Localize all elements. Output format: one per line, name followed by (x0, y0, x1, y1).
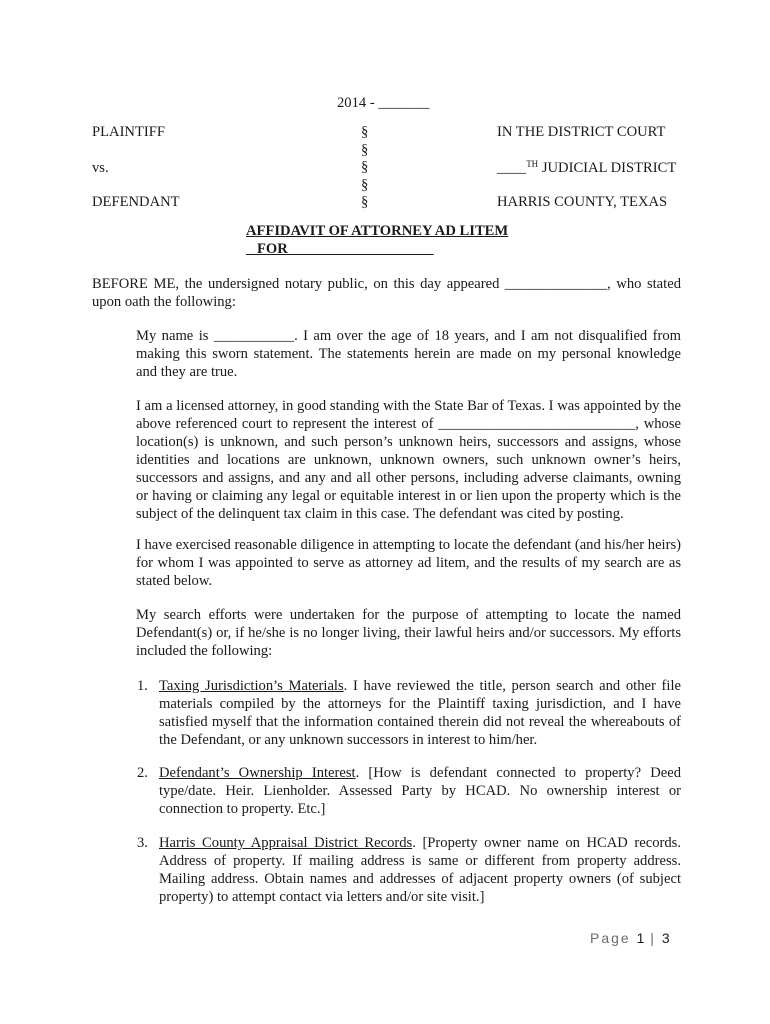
list-item-text: . [Property owner name on HCAD records. Address of property. If mailing address is same or different from property address. Mailing address. Obtain names and addresses of adjacent property owners (of subject property) to attempt contact via letters and/or site visit.] (159, 835, 681, 905)
county-label: HARRIS COUNTY, TEXAS (497, 194, 668, 210)
body-paragraph-search: My search efforts were undertaken for the purpose of attempting to locate the named Defendant(s) or, if he/she is no longer living, their lawful heirs and/or successors. My efforts included the following: (136, 607, 681, 659)
section-symbol: § (361, 177, 369, 193)
page-total: 3 (661, 930, 670, 946)
list-item-heading: Harris County Appraisal District Records (159, 835, 413, 851)
list-item-text: . I have reviewed the title, person search and other file materials compiled by the attorneys for the Plaintiff taxing jurisdiction, and I have satisfied myself that the information contained therein did not reveal the whereabouts of the Defendant, or any unknown successors in interest to him/her. (159, 678, 681, 748)
district-label: JUDICIAL DISTRICT (538, 160, 677, 176)
affidavit-title: AFFIDAVIT OF ATTORNEY AD LITEM (246, 223, 509, 239)
court-label: IN THE DISTRICT COURT (497, 124, 666, 140)
list-item-heading: Taxing Jurisdiction’s Materials (159, 678, 344, 694)
section-symbol: § (361, 194, 369, 210)
list-item-heading: Defendant’s Ownership Interest (159, 765, 356, 781)
district-blank: ____ (497, 160, 527, 176)
intro-paragraph: BEFORE ME, the undersigned notary public, on this day appeared ______________, who stated upon oath the following: (92, 276, 681, 310)
body-paragraph-diligence: I have exercised reasonable diligence in attempting to locate the defendant (and his/her heirs) for whom I was appointed to serve as attorney ad litem, and the results of my search are as stated below. (136, 537, 682, 589)
list-item-number: 2. (137, 765, 148, 781)
list-item-number: 1. (137, 678, 148, 694)
list-item-text: . [How is defendant connected to property? Deed type/date. Heir. Lienholder. Assessed Party by HCAD. No ownership interest or connection to property. Etc.] (159, 765, 681, 817)
judicial-district (497, 159, 676, 177)
defendant-label: DEFENDANT (92, 194, 180, 210)
case-number: 2014 - _______ (337, 95, 430, 111)
vs-label: vs. (92, 160, 109, 176)
list-item-number: 3. (137, 835, 148, 851)
section-symbol: § (361, 124, 369, 140)
affidavit-title-for: FOR (246, 241, 434, 257)
page-separator: | (650, 930, 656, 946)
section-symbol: § (361, 142, 369, 158)
district-superscript: TH (526, 159, 539, 169)
page-word: Page (590, 930, 631, 946)
page-footer (590, 930, 670, 946)
list-item (159, 764, 681, 818)
list-item (159, 834, 681, 906)
section-symbol: § (361, 159, 369, 175)
body-paragraph-license: I am a licensed attorney, in good standing with the State Bar of Texas. I was appointed by the above referenced court to represent the interest of ___________________________, whose location(s) is unknown, and such person’s unknown heirs, successors and assigns, whose identities and locations are unknown, unknown owners, such unknown owner’s heirs, successors and assigns, and any and all other persons, including adverse claimants, owning or having or claiming any legal or equitable interest in or lien upon the property which is the subject of the delinquent tax claim in this case. The defendant was cited by posting. (136, 398, 681, 522)
page-number: 1 (636, 930, 645, 946)
list-item (159, 677, 681, 749)
plaintiff-label: PLAINTIFF (92, 124, 165, 140)
body-paragraph-name: My name is ___________. I am over the age of 18 years, and I am not disqualified from making this sworn statement. The statements herein are made on my personal knowledge and they are true. (136, 328, 681, 380)
